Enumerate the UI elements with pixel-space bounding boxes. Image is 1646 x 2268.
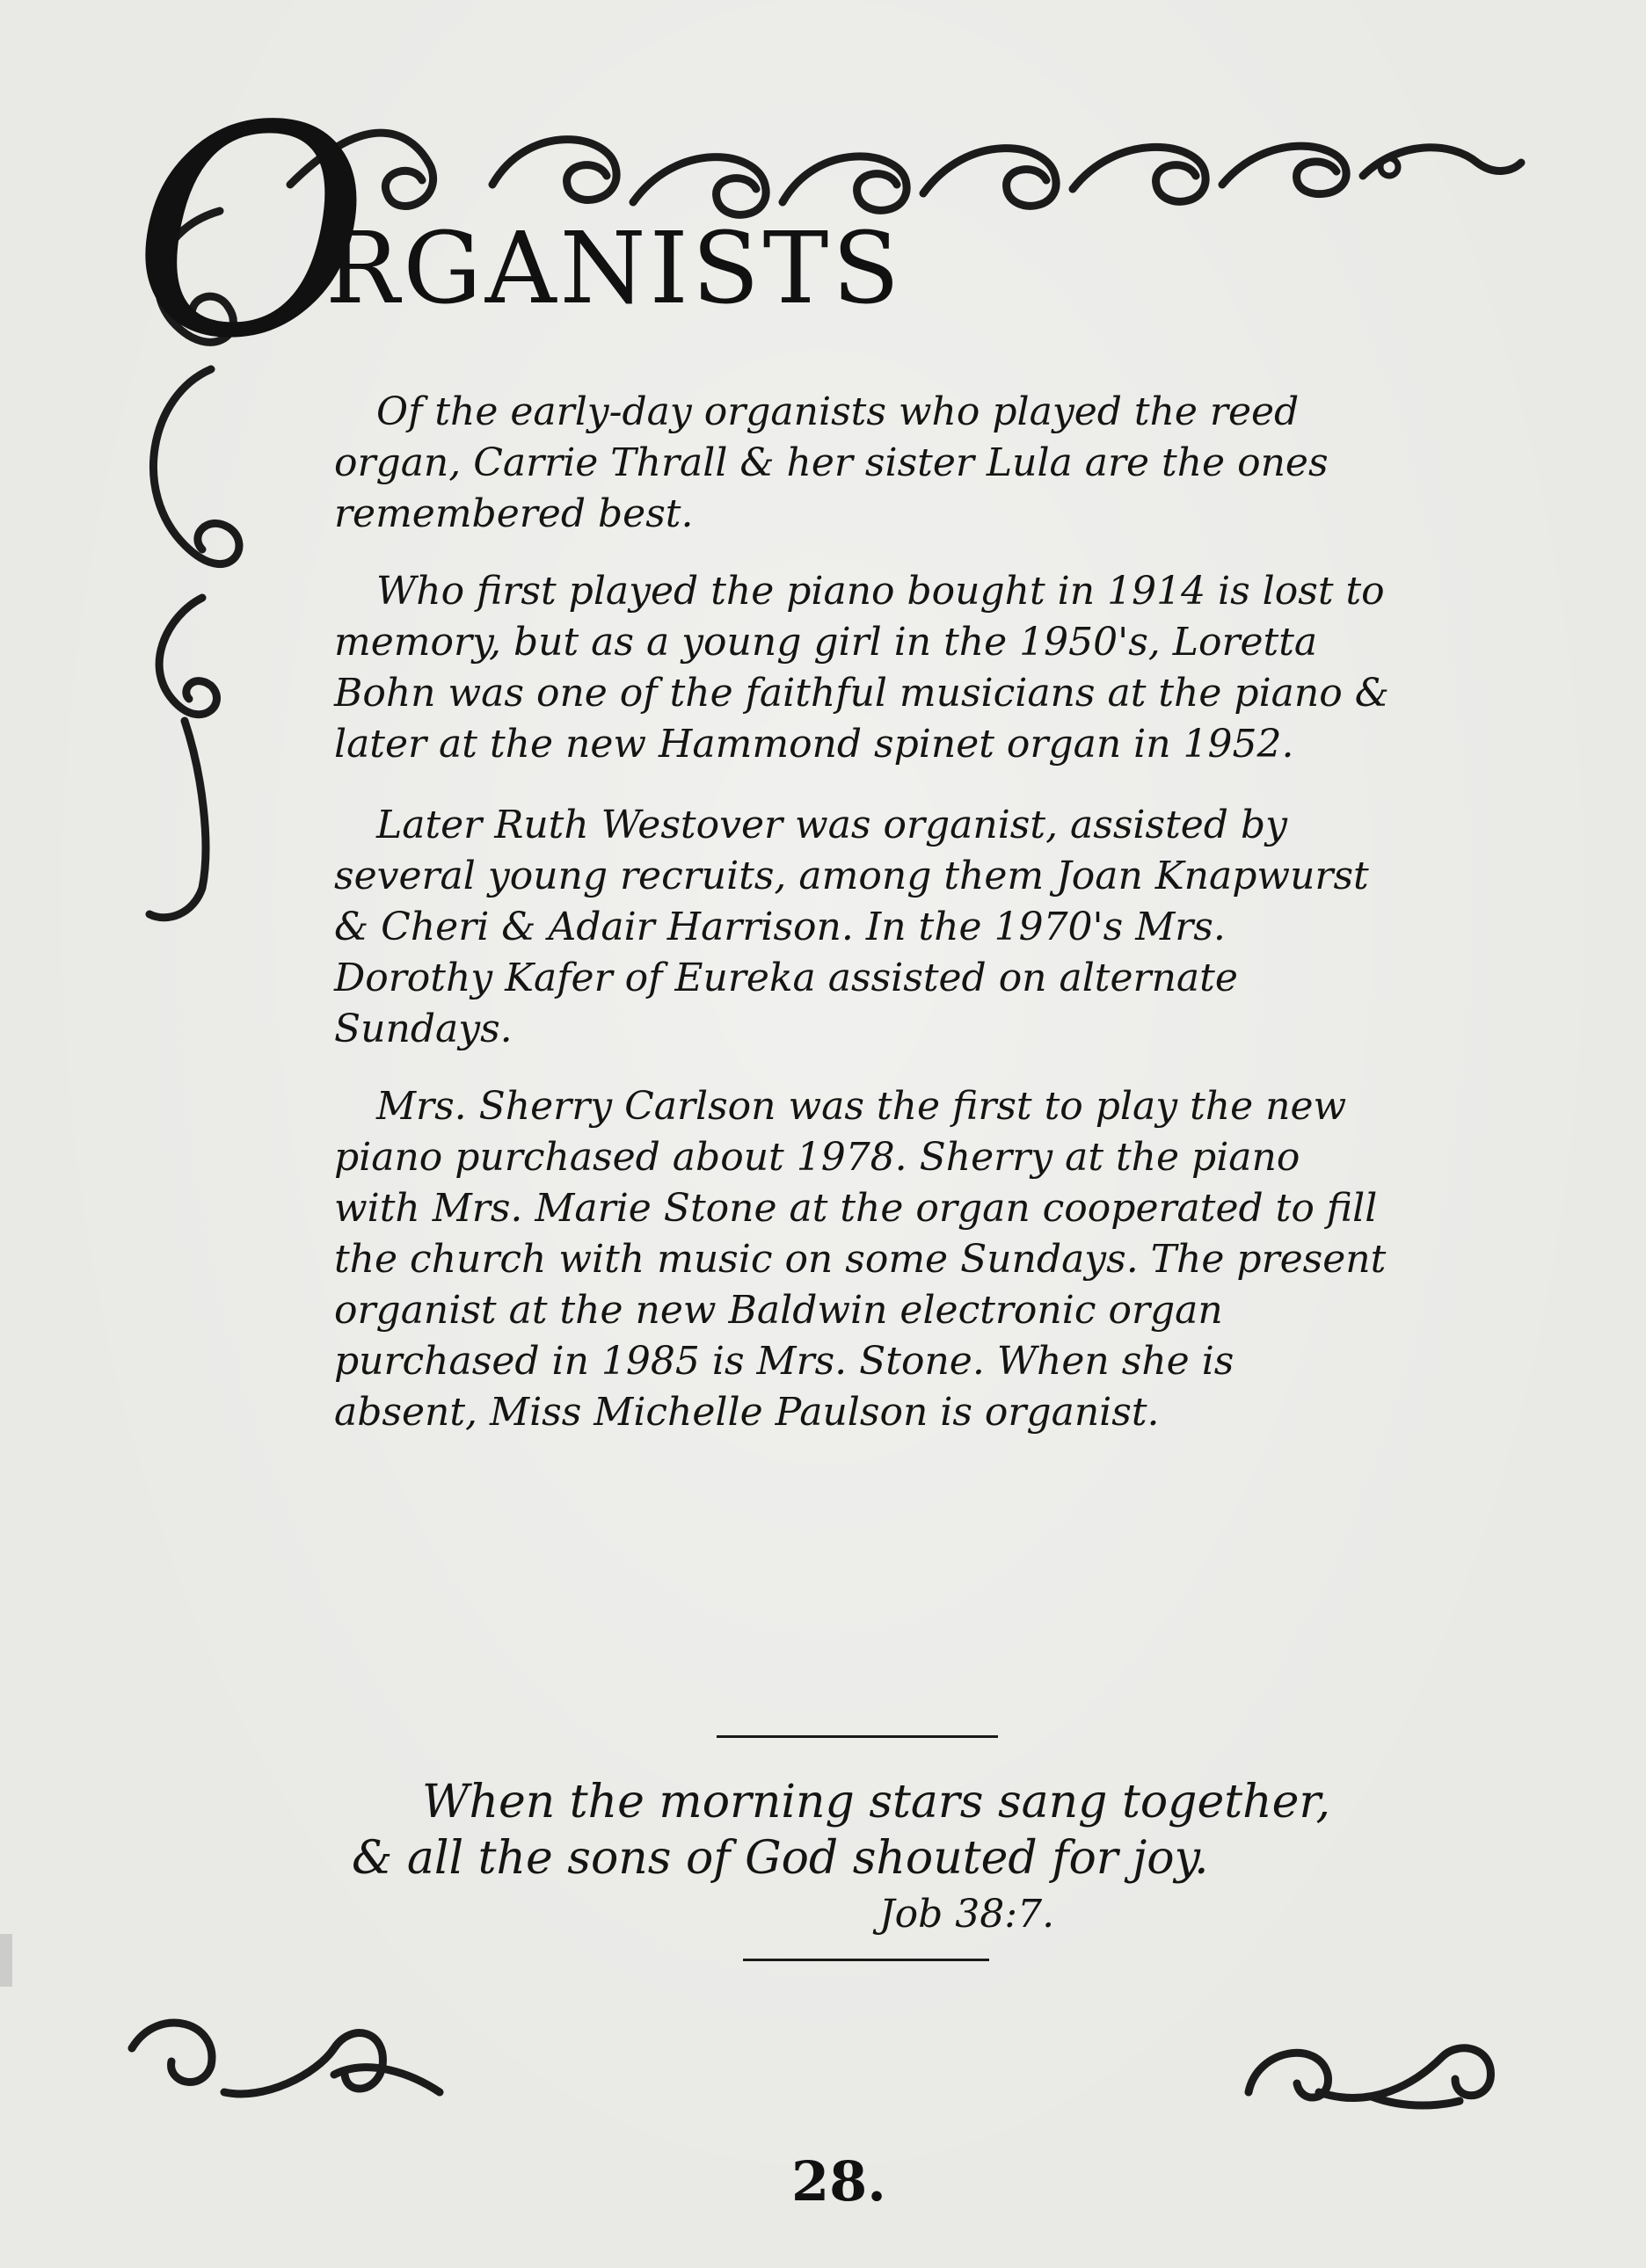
paragraph-ruth-westover: Later Ruth Westover was organist, assisted by several young recruits, among them Joan Knapwurst & Cheri & Adair Harrison. In the 1970's Mrs. Dorothy Kafer of Eureka assisted on alternate Sundays. <box>334 803 1369 1051</box>
paragraph-reed-organ: Of the early-day organists who played the reed organ, Carrie Thrall & her sister Lula are the ones remembered best. <box>334 389 1329 536</box>
quote-reference: Job 38:7. <box>879 1892 1055 1937</box>
bottom-left-swirl <box>132 2023 440 2094</box>
page-number: 28. <box>791 2149 886 2213</box>
quote-underline <box>743 1959 989 1961</box>
scripture-quote <box>352 1774 1363 1937</box>
paragraph-piano-1914: Who first played the piano bought in 1914 is lost to memory, but as a young girl in the 1950's, Loretta Bohn was one of the faithful musicians at the piano & later at the new Hammond spinet organ in 1952. <box>334 569 1389 767</box>
scan-edge-mark <box>0 1934 12 1987</box>
top-swirl-end-circle <box>1380 158 1398 176</box>
body-text <box>334 387 1389 1465</box>
section-divider <box>717 1735 998 1738</box>
quote-text: When the morning stars sang together, & all the sons of God shouted for joy. <box>352 1776 1331 1885</box>
paragraph-sherry-carlson: Mrs. Sherry Carlson was the first to play the new piano purchased about 1978. Sherry at the piano with Mrs. Marie Stone at the organ cooperated to fill the church with music on some Sundays. The present organist at the new Baldwin electronic organ purchased in 1985 is Mrs. Stone. When she is absent, Miss Michelle Paulson is organist. <box>334 1084 1387 1435</box>
bottom-right-swirl <box>1249 2048 1490 2105</box>
heading-initial-letter: O <box>132 64 370 402</box>
page-title: RGANISTS <box>325 212 904 326</box>
top-swirl-border <box>290 133 1521 214</box>
